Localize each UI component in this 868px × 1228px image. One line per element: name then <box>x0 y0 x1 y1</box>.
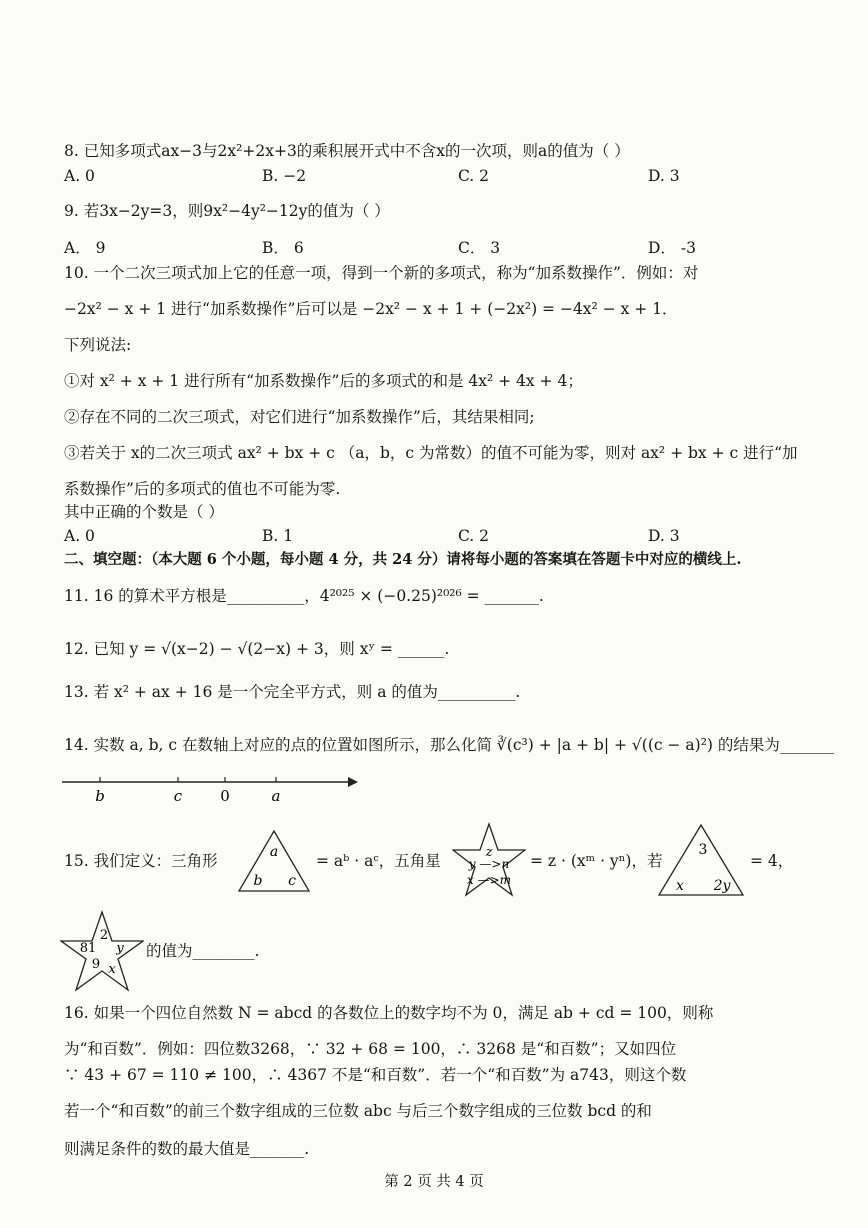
page-footer: 第 2 页 共 4 页 <box>384 1174 484 1190</box>
triangle-given-label-3: 3 <box>698 842 708 858</box>
q10-option-d: D. 3 <box>648 527 680 545</box>
question-10-statement-3a: ③若关于 x的二次三项式 ax² + bx + c （a，b，c 为常数）的值不可能为零，则对 ax² + bx + c 进行“加 <box>64 444 798 462</box>
star-given-figure <box>60 910 144 992</box>
q8-option-a: A. 0 <box>64 167 95 185</box>
question-10-statement-3b: 系数操作”后的多项式的值也不可能为零. <box>64 480 341 498</box>
q10-option-c: C. 2 <box>458 527 490 545</box>
star-given-label-2: 2 <box>99 928 109 943</box>
triangle-given-label-2y: 2y <box>713 878 731 894</box>
question-14-stem: 14. 实数 a, b, c 在数轴上对应的点的位置如图所示，那么化简 ∛(c³) + |a + b| + √((c − a)²) 的结果为_______ <box>64 736 835 754</box>
question-15-tail: 的值为________. <box>146 942 260 960</box>
q10-option-a: A. 0 <box>64 527 95 545</box>
axis-label-0: 0 <box>220 787 230 804</box>
q8-option-c: C. 2 <box>458 167 490 185</box>
section-2-heading: 二、填空题：（本大题 6 个小题，每小题 4 分，共 24 分）请将每小题的答案填在答题卡中对应的横线上. <box>64 551 742 568</box>
star-given-label-y: y <box>116 941 124 956</box>
triangle-given-result: = 4， <box>750 852 794 870</box>
triangle-definition-figure <box>236 828 312 894</box>
question-16-line4: 若一个“和百数”的前三个数字组成的三位数 abc 与后三个数字组成的三位数 bcd 的和 <box>64 1102 652 1120</box>
triangle-given-label-x: x <box>676 878 684 894</box>
star-given-label-81: 81 <box>79 941 97 956</box>
question-16-line5: 则满足条件的数的最大值是_______. <box>64 1140 310 1158</box>
question-13: 13. 若 x² + ax + 16 是一个完全平方式，则 a 的值为__________. <box>64 683 521 701</box>
q9-option-c: C． 3 <box>458 239 501 257</box>
question-16-line2: 为“和百数”．例如：四位数3268，∵ 32 + 68 = 100，∴ 3268 是“和百数”；又如四位 <box>64 1040 677 1058</box>
number-line-figure <box>60 770 370 804</box>
question-10-statement-1: ①对 x² + x + 1 进行所有“加系数操作”后的多项式的和是 4x² + 4x + 4； <box>64 372 583 390</box>
q10-option-b: B. 1 <box>262 527 294 545</box>
axis-label-a: a <box>271 787 281 804</box>
question-10-line1: 10. 一个二次三项式加上它的任意一项，得到一个新的多项式，称为“加系数操作”．例如：对 <box>64 264 699 282</box>
q9-option-b: B． 6 <box>262 239 304 257</box>
axis-label-b: b <box>95 787 105 804</box>
question-9-stem: 9. 若3x−2y=3，则9x²−4y²−12y的值为（ ） <box>64 202 390 220</box>
q9-option-a: A． 9 <box>64 239 106 257</box>
question-8-stem: 8. 已知多项式ax−3与2x²+2x+3的乘积展开式中不含x的一次项，则a的值为（ ） <box>64 142 630 160</box>
triangle-label-b: b <box>253 873 263 889</box>
star-given-label-x: x <box>108 962 116 977</box>
question-16-line1: 16. 如果一个四位自然数 N = abcd 的各数位上的数字均不为 0，满足 ab + cd = 100，则称 <box>64 1004 714 1022</box>
question-10-line2: −2x² − x + 1 进行“加系数操作”后可以是 −2x² − x + 1 + (−2x²) = −4x² − x + 1． <box>64 300 678 318</box>
triangle-label-a: a <box>269 844 279 860</box>
arrow-icon <box>348 777 358 787</box>
triangle-shape <box>239 831 309 891</box>
q9-option-d: D． -3 <box>648 239 696 257</box>
question-10-statement-2: ②存在不同的二次三项式，对它们进行“加系数操作”后，其结果相同; <box>64 408 535 426</box>
star-shape <box>61 912 143 990</box>
question-11: 11. 16 的算术平方根是__________，4²⁰²⁵ × (−0.25)²⁰²⁶ = _______. <box>64 587 544 605</box>
star-definition-figure <box>452 822 526 898</box>
axis-label-c: c <box>173 787 183 804</box>
question-16-line3: ∵ 43 + 67 = 110 ≠ 100，∴ 4367 不是“和百数”．若一个“和百数”为 a743，则这个数 <box>64 1066 687 1084</box>
star-given-label-9: 9 <box>91 957 101 972</box>
star-label-y-n: y —>n <box>468 857 510 871</box>
question-12: 12. 已知 y = √(x−2) − √(2−x) + 3，则 xʸ = ______. <box>64 640 450 658</box>
q8-option-b: B. −2 <box>262 167 307 185</box>
star-definition-formula: = z · (xᵐ · yⁿ)，若 <box>530 852 663 870</box>
triangle-definition-formula: = aᵇ · aᶜ，五角星 <box>316 852 441 870</box>
q8-option-d: D. 3 <box>648 167 680 185</box>
question-15-prefix: 15. 我们定义：三角形 <box>64 852 218 870</box>
triangle-given-figure <box>656 822 746 898</box>
star-label-z: z <box>485 845 493 860</box>
question-10-intro: 下列说法: <box>64 336 132 354</box>
triangle-label-c: c <box>288 873 296 889</box>
question-10-ask: 其中正确的个数是（ ） <box>64 503 224 521</box>
star-label-x-m: x —>m <box>466 873 512 887</box>
